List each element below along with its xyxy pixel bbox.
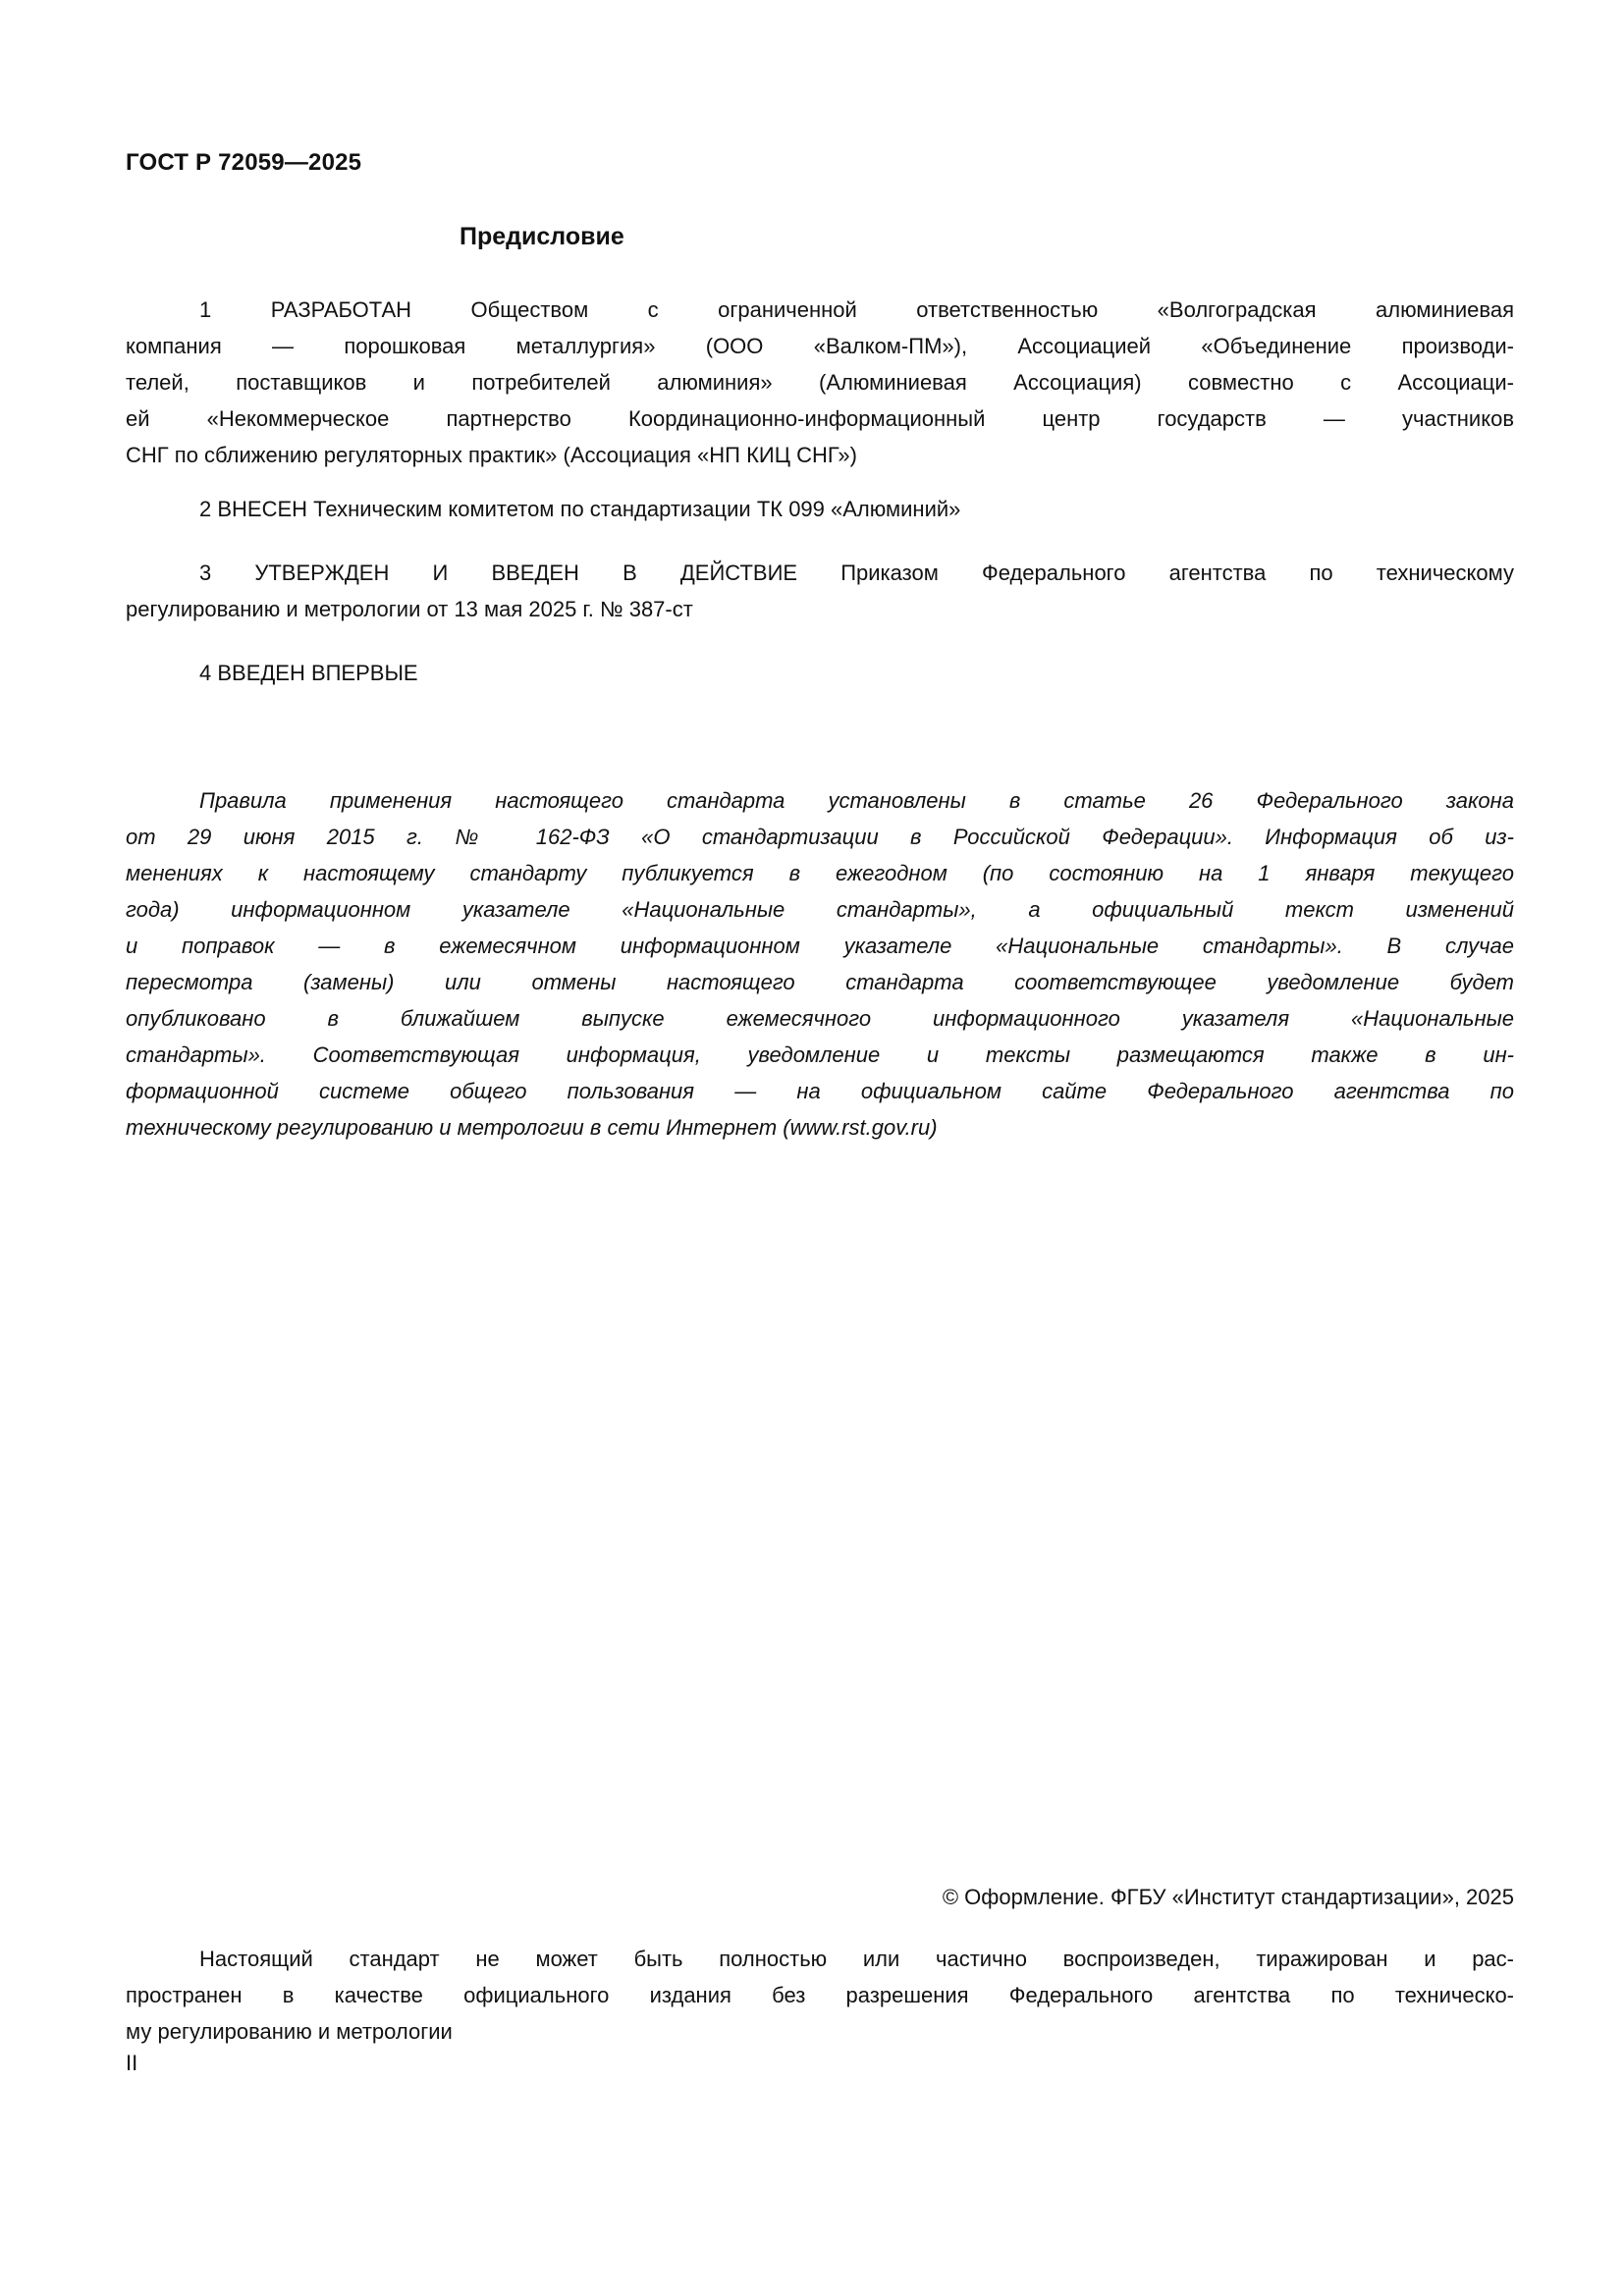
- text-line: ей «Некоммерческое партнерство Координационно-информационный центр государств — участников: [126, 406, 1514, 431]
- text-line: телей, поставщиков и потребителей алюминия» (Алюминиевая Ассоциация) совместно с Ассоциаци-: [126, 370, 1514, 395]
- text-line: от 29 июня 2015 г. № 162-ФЗ «О стандартизации в Российской Федерации». Информация об из-: [126, 825, 1514, 849]
- text-line: техническому регулированию и метрологии в сети Интернет (www.rst.gov.ru): [126, 1115, 938, 1140]
- text-line: менениях к настоящему стандарту публикуется в ежегодном (по состоянию на 1 января текущего: [126, 861, 1514, 885]
- text-line: 2 ВНЕСЕН Техническим комитетом по стандартизации ТК 099 «Алюминий»: [199, 497, 961, 521]
- text-line: Настоящий стандарт не может быть полностью или частично воспроизведен, тиражирован и рас-: [199, 1947, 1514, 1971]
- text-line: 4 ВВЕДЕН ВПЕРВЫЕ: [199, 661, 418, 685]
- text-line: пересмотра (замены) или отмены настоящего стандарта соответствующее уведомление будет: [126, 970, 1514, 994]
- foreword-item-approved: [126, 555, 1514, 627]
- text-line: и поправок — в ежемесячном информационном указателе «Национальные стандарты». В случае: [126, 934, 1514, 958]
- text-line: стандарты». Соответствующая информация, уведомление и тексты размещаются также в ин-: [126, 1042, 1514, 1067]
- copyright-notice: © Оформление. ФГБУ «Институт стандартизации», 2025: [942, 1885, 1514, 1909]
- text-line: Правила применения настоящего стандарта установлены в статье 26 Федерального закона: [199, 788, 1514, 813]
- foreword-item-developed: [126, 292, 1514, 473]
- text-line: пространен в качестве официального издания без разрешения Федерального агентства по техническо-: [126, 1983, 1514, 2007]
- text-line: опубликовано в ближайшем выпуске ежемесячного информационного указателя «Национальные: [126, 1006, 1514, 1031]
- text-line: компания — порошковая металлургия» (ООО «Валком-ПМ»), Ассоциацией «Объединение производи-: [126, 334, 1514, 358]
- text-line: СНГ по сближению регуляторных практик» (Ассоциация «НП КИЦ СНГ»): [126, 443, 857, 467]
- page-number: II: [126, 2051, 138, 2075]
- text-line: 3 УТВЕРЖДЕН И ВВЕДЕН В ДЕЙСТВИЕ Приказом Федерального агентства по техническому: [199, 561, 1514, 585]
- foreword-item-introduced: [126, 655, 1514, 691]
- distribution-notice: [126, 1941, 1514, 2050]
- text-line: года) информационном указателе «Национальные стандарты», а официальный текст изменений: [126, 897, 1514, 922]
- legal-notice: [126, 782, 1514, 1146]
- doc-number: ГОСТ Р 72059—2025: [126, 149, 362, 176]
- text-line: му регулированию и метрологии: [126, 2019, 453, 2044]
- page-title: Предисловие: [460, 223, 624, 250]
- text-line: регулированию и метрологии от 13 мая 2025 г. № 387-ст: [126, 597, 693, 621]
- text-line: формационной системе общего пользования — на официальном сайте Федерального агентства по: [126, 1079, 1514, 1103]
- foreword-item-submitted: [126, 491, 1514, 527]
- text-line: 1 РАЗРАБОТАН Обществом с ограниченной ответственностью «Волгоградская алюминиевая: [199, 297, 1514, 322]
